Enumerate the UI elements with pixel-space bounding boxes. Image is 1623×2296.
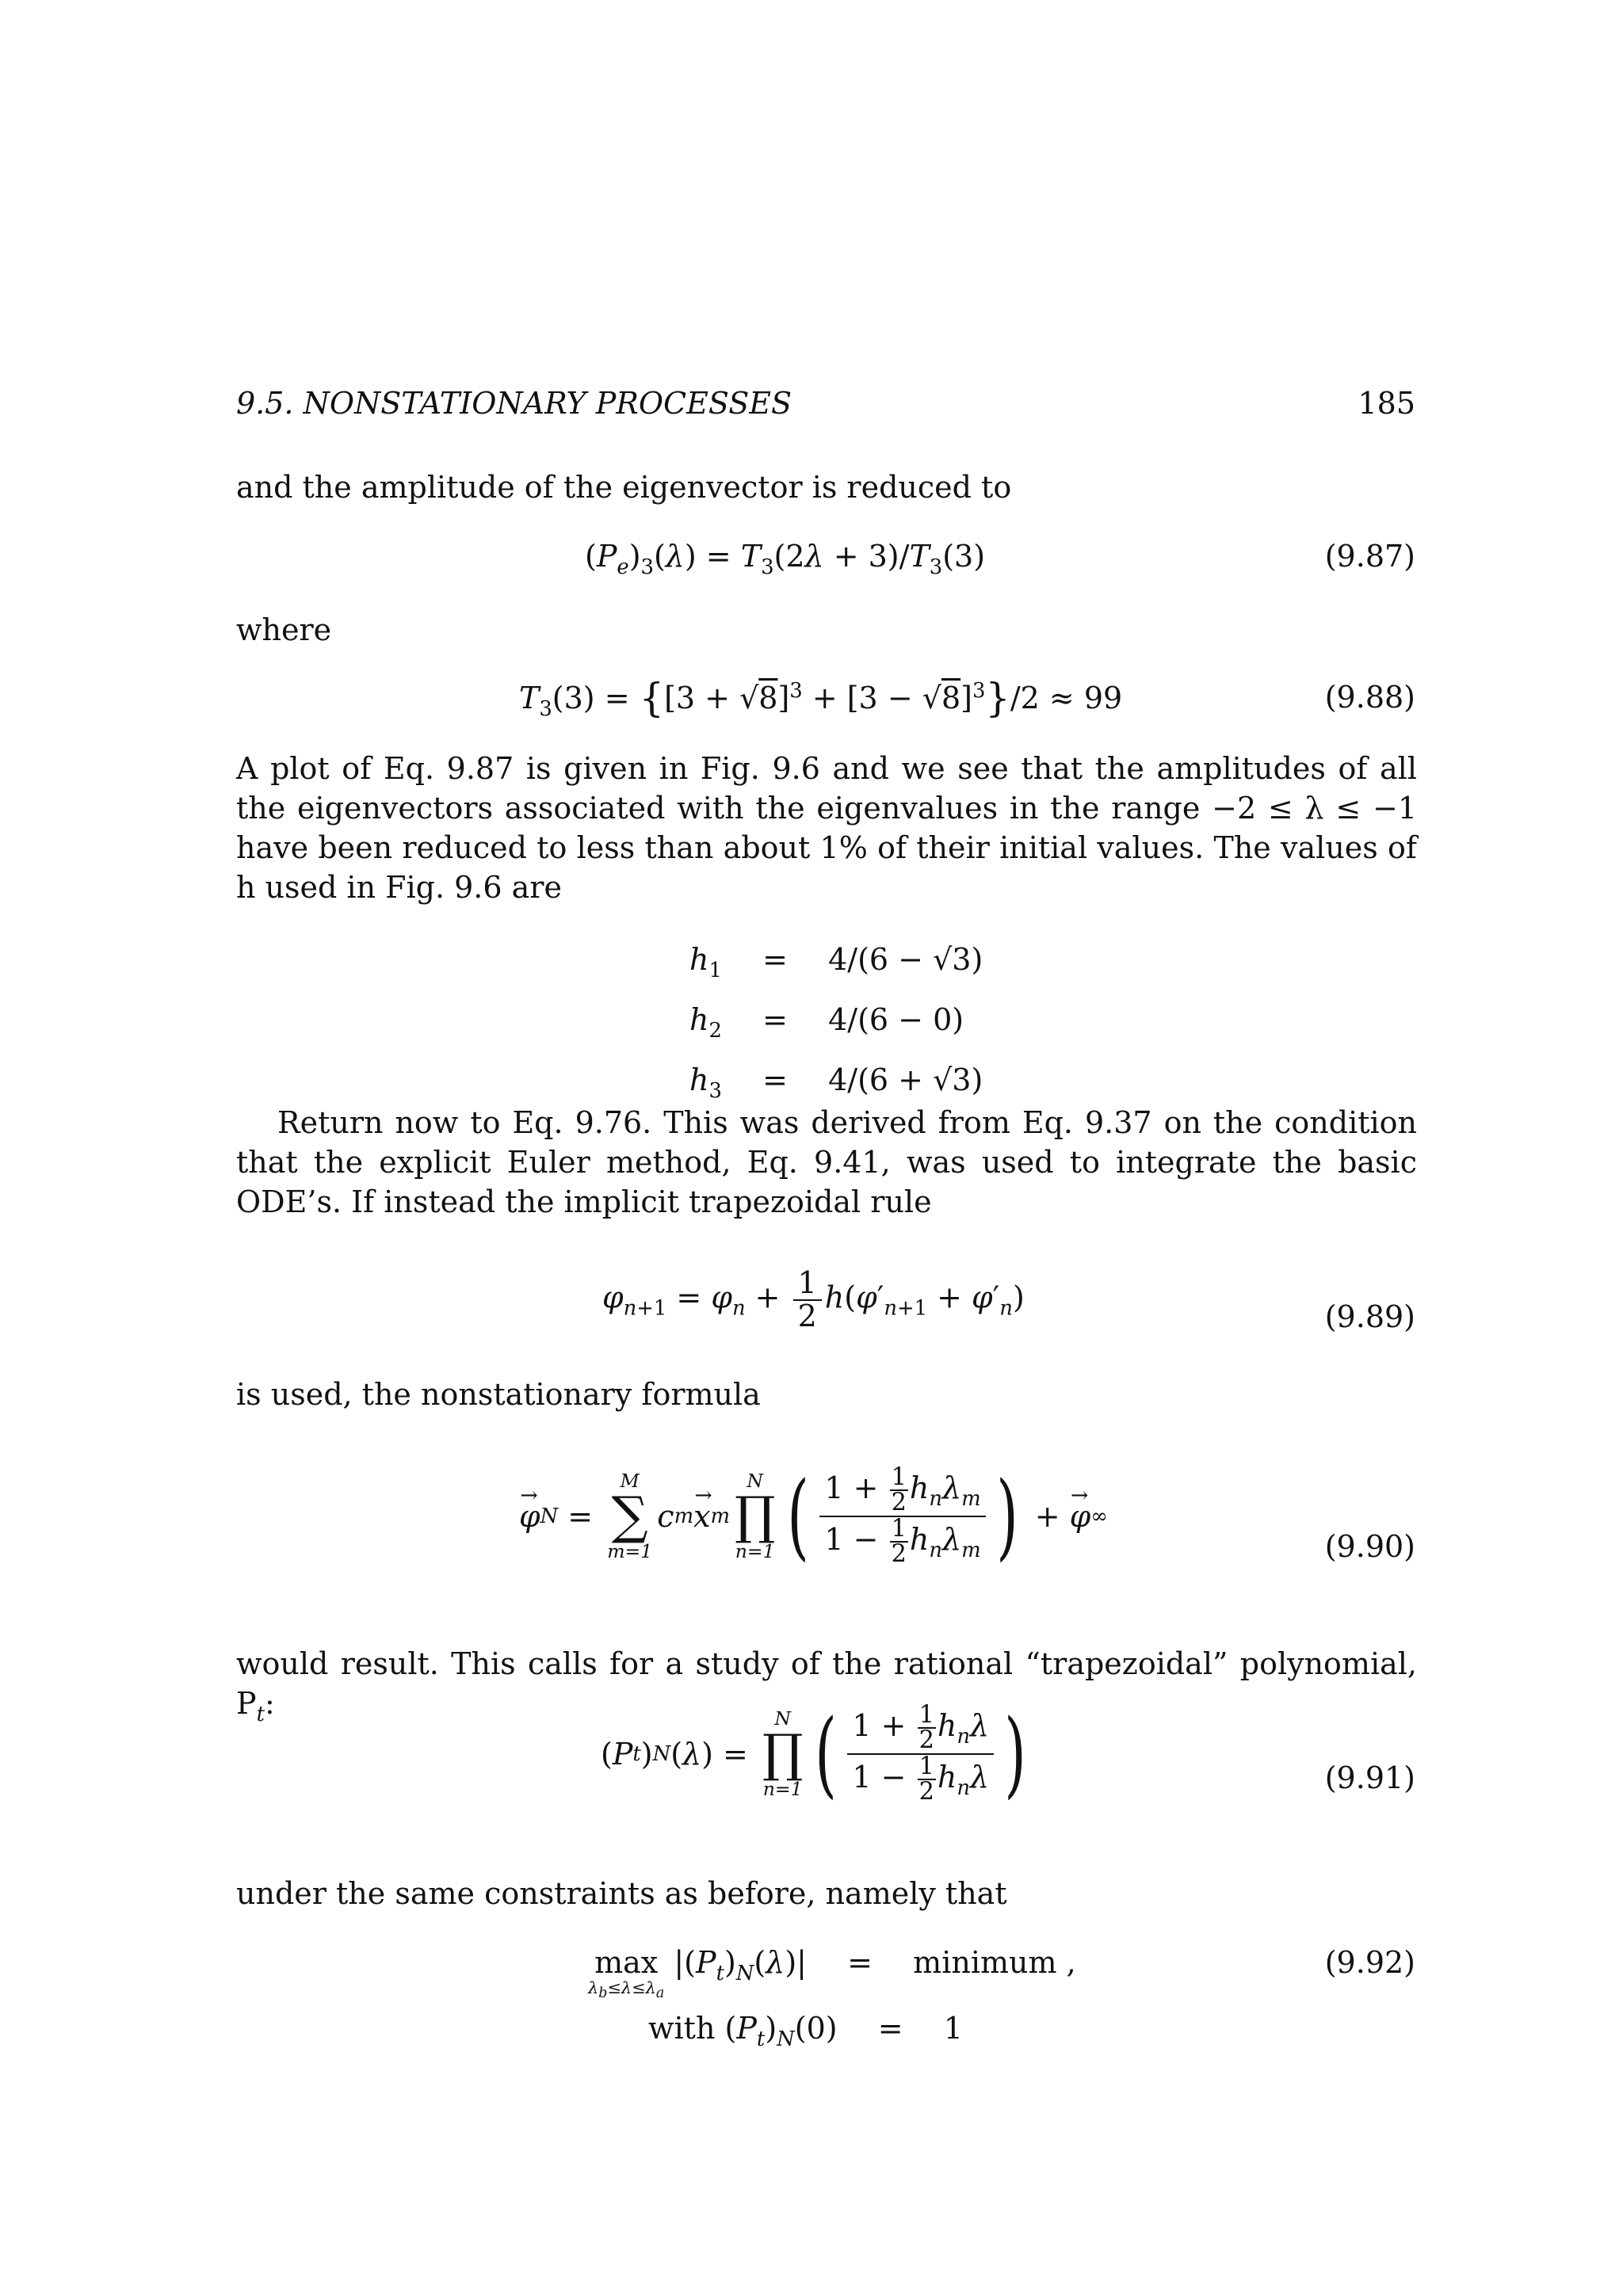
eq92-rhs1: minimum , — [913, 1945, 1076, 1980]
equation-9-92-line2: with $(P_t)_N(0) = 1$ — [648, 2011, 963, 2052]
equation-number-9-87: (9.87) — [1324, 539, 1415, 574]
equation-number-9-90: (9.90) — [1324, 1529, 1415, 1564]
h-values-array — [689, 935, 983, 1116]
paragraph-nonstationary-formula: is used, the nonstationary formula — [236, 1377, 761, 1412]
equation-9-87: $(P_e)_3(\lambda) = T_3(2\lambda + 3)/T_3(3)$ — [585, 539, 986, 580]
eq92-rhs2: 1 — [943, 2011, 963, 2046]
equation-9-90: → φ N = M ∑ m=1 c m → x m N ∏ n=1 ( 1 + $\frac{1}{2}$ $h_n\lambda_m$ 1 − $\frac{1}{2}$ $h_n\lambda_m$ ) + → φ ∞ — [519, 1466, 1108, 1567]
paragraph-plot-description: A plot of Eq. 9.87 is given in Fig. 9.6 and we see that the amplitudes of all the eigenvectors associated with the eigenvalues in the range −2 ≤ λ ≤ −1 have been reduced to less than about 1% of their initial values. The values of h used in Fig. 9.6 are — [236, 751, 1417, 905]
paragraph-return-to-eq: Return now to Eq. 9.76. This was derived from Eq. 9.37 on the condition that the explicit Euler method, Eq. 9.41, was used to integrate the basic ODE’s. If instead the implicit trapezoidal rule — [236, 1105, 1417, 1219]
paragraph-intro: and the amplitude of the eigenvector is reduced to — [236, 470, 1012, 505]
equation-number-9-91: (9.91) — [1324, 1760, 1415, 1795]
equation-9-89: $\varphi_{n+1} = \varphi_n$ + $\frac{1}{2}$ $h(\varphi'_{n+1} + \varphi'_n)$ — [602, 1265, 1025, 1333]
page-number: 185 — [1358, 386, 1415, 421]
equation-number-9-89: (9.89) — [1324, 1299, 1415, 1334]
equation-9-92: max $\lambda_b\le\lambda\le\lambda_a$ $|(P_t)_N(\lambda)|$ = minimum , — [588, 1945, 1076, 2002]
h-value-row: $h_3 = 4/(6 + √3)$ — [689, 1062, 983, 1104]
h-value-row: $h_2 = 4/(6 - 0)$ — [689, 1002, 964, 1043]
equation-9-88: $T_3(3) = \{[3 + √8]^3 + [3 - √8]^3\}/2 \approx 99$ — [519, 675, 1123, 722]
paragraph-where: where — [236, 612, 332, 647]
paragraph-constraints: under the same constraints as before, namely that — [236, 1876, 1007, 1911]
equation-number-9-92: (9.92) — [1324, 1945, 1415, 1980]
eq92-with: with — [648, 2011, 716, 2046]
running-header-section: 9.5. NONSTATIONARY PROCESSES — [236, 386, 792, 421]
h-value-row: $h_1 = 4/(6 - √3)$ — [689, 942, 983, 983]
equation-number-9-88: (9.88) — [1324, 680, 1415, 715]
paragraph-rational-polynomial: would result. This calls for a study of the rational “trapezoidal” polynomial, $P_t$: — [236, 1646, 1417, 1727]
equation-9-91: ( P t ) N ( λ ) = N ∏ n=1 ( 1 + $\frac{1}{2}$ $h_n\lambda$ 1 − $\frac{1}{2}$ $h_n\lambda$ ) — [601, 1699, 1026, 1808]
